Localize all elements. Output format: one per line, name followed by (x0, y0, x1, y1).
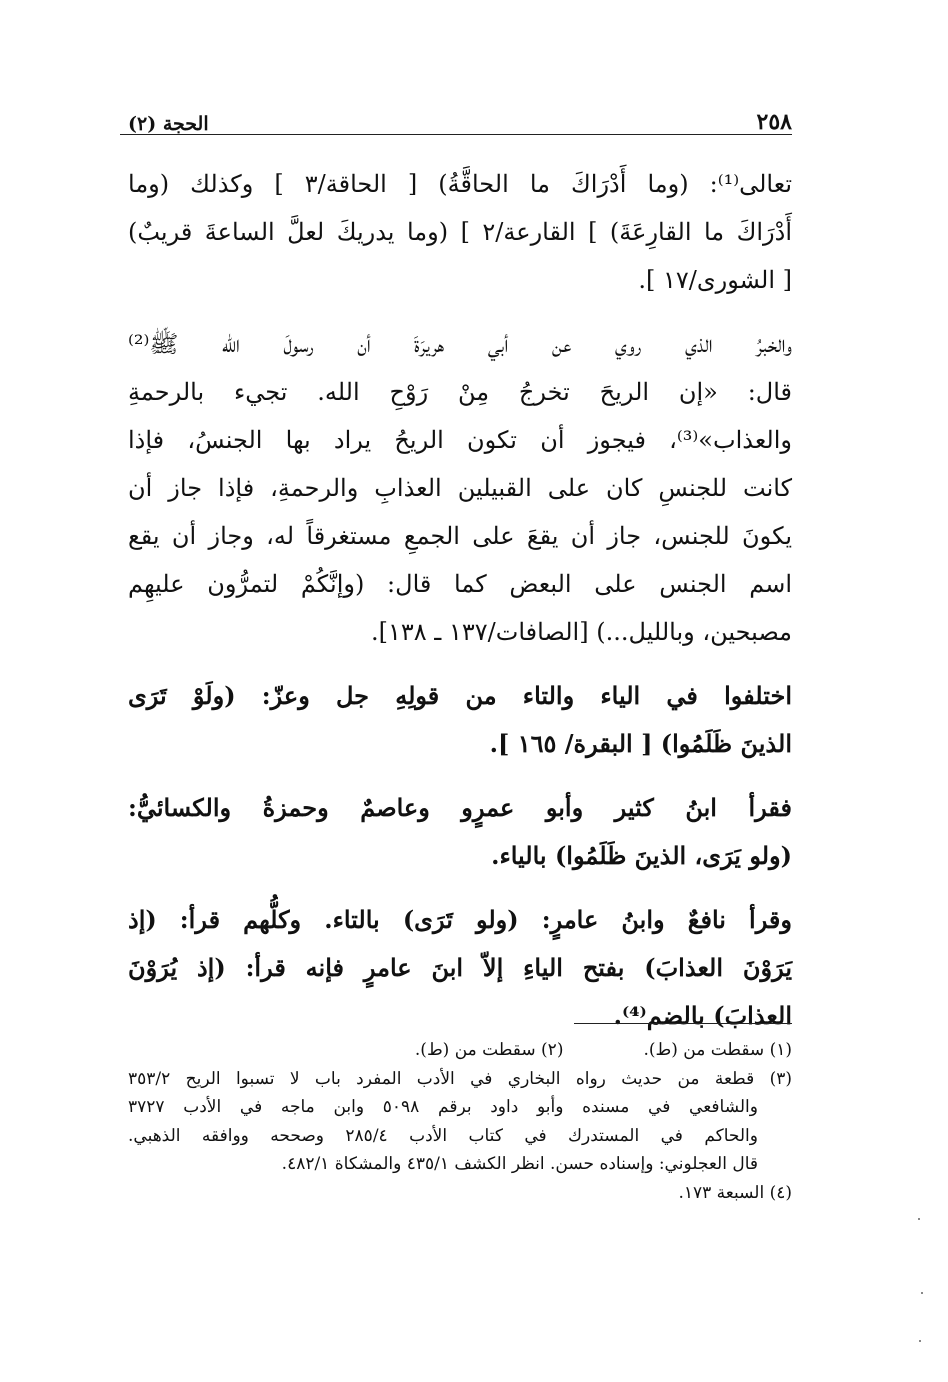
text-line: اختلفوا في الياء والتاء من قولِهِ جل وعزّ: (ولَوْ تَرَى (128, 681, 792, 710)
footnote-4: (٤) السبعة ١٧٣. (678, 1182, 792, 1203)
text-line: اسم الجنس على البعض كما قال: (وإنَّكُمْ لتمرُّون عليهِم (128, 570, 792, 598)
main-text (128, 160, 792, 1056)
paragraph-1 (128, 160, 792, 304)
text-line: تعالى⁽¹⁾: (وما أَدْرَاكَ ما الحاقَّةُ) [ الحاقة/٣ ] وكذلك (وما (128, 170, 792, 198)
footnotes (128, 1036, 792, 1207)
text-line: مصبحين، وبالليل...) [الصافات/١٣٧ ـ ١٣٨]. (371, 618, 792, 646)
text-line: وقرأ نافعٌ وابنُ عامرٍ: (ولو تَرَى) بالتاء. وكلُّهم قرأ: (إذ (128, 905, 792, 934)
scan-speck (921, 1292, 923, 1294)
scan-speck (919, 1340, 921, 1342)
footnote-3 (128, 1065, 792, 1179)
footnote-row (128, 1036, 792, 1065)
footnote-2: (٢) سقطت من (ط). (414, 1040, 564, 1060)
text-line: يكونَ للجنس، جاز أن يقعَ على الجمعِ مستغرقاً له، وجاز أن يقع (128, 522, 792, 550)
scan-speck (918, 1218, 920, 1220)
paragraph-5 (128, 896, 792, 1040)
text-line: العذابَ) بالضم⁽⁴⁾. (613, 1001, 792, 1030)
footnote-line: قال العجلوني: وإسناده حسن. انظر الكشف ٤٣٥/١ والمشكاة ٤٨٢/١. (281, 1154, 758, 1174)
footnote-rule (574, 1023, 792, 1024)
text-line: [ الشورى/١٧ ]. (638, 266, 792, 294)
text-line: الذينَ ظَلَمُوا) [ البقرة/ ١٦٥ ]. (489, 729, 792, 758)
footnote-line: والشافعي في مسنده وأبو داود برقم ٥٠٩٨ وابن ماجه في الأدب ٣٧٢٧ (128, 1097, 758, 1117)
text-line: والخبرُ الذي روي عن أبي هريرَةَ أن رسولَ الله ﷺ⁽²⁾ (128, 330, 792, 358)
paragraph-4 (128, 784, 792, 880)
paragraph-2 (128, 320, 792, 656)
text-line: والعذاب»⁽³⁾، فيجوز أن تكون الريحُ يراد بها الجنسُ، فإذا (128, 426, 792, 454)
paragraph-3 (128, 672, 792, 768)
page-number: ٢٥٨ (756, 109, 792, 135)
text-line: أَدْرَاكَ ما القارِعَةَ) ] القارعة/٢ ] (وما يدريكَ لعلَّ الساعةَ قريبٌ) (128, 218, 793, 246)
footnote-line: والحاكم في المستدرك في كتاب الأدب ٢٨٥/٤ وصححه ووافقه الذهبي. (128, 1125, 758, 1146)
text-line: قال: «إن الريحَ تخرجُ مِنْ رَوْحِ الله. تجيء بالرحمةِ (128, 378, 792, 406)
text-line: يَرَوْنَ العذابَ) بفتح الياءِ إلاّ ابنَ عامرٍ فإنه قرأ: (إذ يُرَوْنَ (128, 953, 792, 982)
header-rule (120, 134, 792, 135)
footnote-1: (١) سقطت من (ط). (643, 1040, 792, 1060)
running-title: الحجة (٢) (128, 113, 209, 135)
running-header (128, 95, 792, 135)
text-line: فقرأ ابنُ كثير وأبو عمرٍو وعاصمٌ وحمزةُ والكسائيُّ: (128, 793, 792, 822)
text-line: (ولو يَرَى، الذينَ ظَلَمُوا) بالياء. (491, 841, 792, 870)
footnote-line: (٣) قطعة من حديث رواه البخاري في الأدب المفرد باب لا تسبوا الريح ٣٥٣/٢ (128, 1068, 792, 1089)
text-line: كانت للجنسِ كان على القبيلين العذابِ والرحمةِ، فإذا جاز أن (128, 474, 792, 502)
